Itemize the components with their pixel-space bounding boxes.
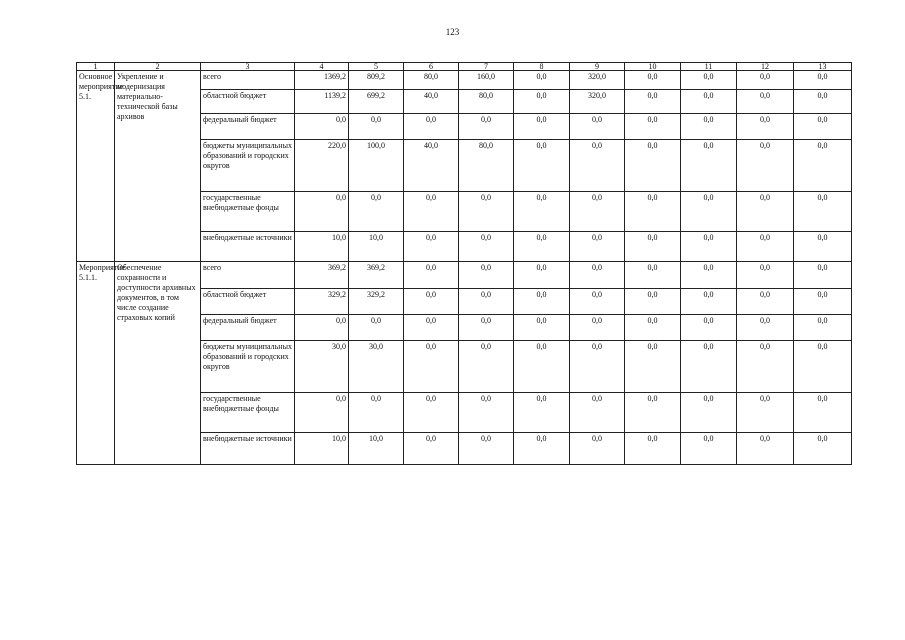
- value-cell: 0,0: [349, 315, 404, 341]
- value-cell: 329,2: [349, 289, 404, 315]
- value-cell: 0,0: [459, 289, 514, 315]
- value-cell: 0,0: [570, 341, 625, 393]
- value-cell: 0,0: [794, 140, 852, 192]
- value-cell: 0,0: [625, 262, 681, 289]
- value-cell: 0,0: [625, 232, 681, 262]
- value-cell: 0,0: [459, 393, 514, 433]
- value-cell: 0,0: [404, 315, 459, 341]
- value-cell: 0,0: [570, 262, 625, 289]
- measure-code: Мероприятие 5.1.1.: [77, 262, 115, 465]
- value-cell: 0,0: [681, 192, 737, 232]
- value-cell: 0,0: [514, 192, 570, 232]
- header-cell: 1: [77, 63, 115, 71]
- header-cell: 8: [514, 63, 570, 71]
- value-cell: 0,0: [794, 232, 852, 262]
- value-cell: 0,0: [737, 433, 794, 465]
- funding-source: внебюджетные источники: [201, 433, 295, 465]
- value-cell: 0,0: [514, 232, 570, 262]
- value-cell: 699,2: [349, 90, 404, 114]
- value-cell: 0,0: [625, 192, 681, 232]
- value-cell: 0,0: [459, 114, 514, 140]
- value-cell: 0,0: [625, 90, 681, 114]
- value-cell: 10,0: [349, 232, 404, 262]
- value-cell: 0,0: [349, 114, 404, 140]
- funding-source: внебюджетные источники: [201, 232, 295, 262]
- value-cell: 320,0: [570, 90, 625, 114]
- value-cell: 0,0: [295, 192, 349, 232]
- value-cell: 0,0: [570, 232, 625, 262]
- value-cell: 0,0: [570, 315, 625, 341]
- value-cell: 0,0: [794, 192, 852, 232]
- value-cell: 10,0: [349, 433, 404, 465]
- value-cell: 0,0: [681, 262, 737, 289]
- value-cell: 80,0: [459, 140, 514, 192]
- table-row: [77, 71, 852, 90]
- value-cell: 10,0: [295, 232, 349, 262]
- value-cell: 0,0: [514, 433, 570, 465]
- table-row: [77, 262, 852, 289]
- value-cell: 0,0: [681, 393, 737, 433]
- value-cell: 0,0: [404, 232, 459, 262]
- value-cell: 0,0: [404, 289, 459, 315]
- value-cell: 0,0: [404, 262, 459, 289]
- value-cell: 0,0: [794, 71, 852, 90]
- value-cell: 0,0: [404, 341, 459, 393]
- page-number: 123: [445, 27, 460, 37]
- value-cell: 0,0: [570, 433, 625, 465]
- value-cell: 160,0: [459, 71, 514, 90]
- value-cell: 0,0: [570, 192, 625, 232]
- funding-source: государственные внебюджетные фонды: [201, 192, 295, 232]
- value-cell: 10,0: [295, 433, 349, 465]
- value-cell: 0,0: [404, 433, 459, 465]
- value-cell: 0,0: [404, 192, 459, 232]
- value-cell: 80,0: [404, 71, 459, 90]
- value-cell: 40,0: [404, 140, 459, 192]
- value-cell: 30,0: [349, 341, 404, 393]
- value-cell: 30,0: [295, 341, 349, 393]
- value-cell: 0,0: [625, 289, 681, 315]
- header-cell: 13: [794, 63, 852, 71]
- header-cell: 9: [570, 63, 625, 71]
- value-cell: 0,0: [794, 90, 852, 114]
- header-cell: 10: [625, 63, 681, 71]
- value-cell: 0,0: [681, 71, 737, 90]
- budget-table: [76, 62, 852, 465]
- value-cell: 0,0: [514, 315, 570, 341]
- value-cell: 0,0: [514, 114, 570, 140]
- measure-code: Основное мероприятие 5.1.: [77, 71, 115, 262]
- value-cell: 0,0: [514, 140, 570, 192]
- value-cell: 0,0: [459, 192, 514, 232]
- value-cell: 0,0: [737, 90, 794, 114]
- funding-source: областной бюджет: [201, 90, 295, 114]
- funding-source: всего: [201, 262, 295, 289]
- funding-source: федеральный бюджет: [201, 114, 295, 140]
- measure-title: Укрепление и модернизация материально-технической базы архивов: [115, 71, 201, 262]
- header-row: [77, 63, 852, 71]
- value-cell: 0,0: [681, 315, 737, 341]
- measure-title: Обеспечение сохранности и доступности архивных документов, в том числе создание страховых копий: [115, 262, 201, 465]
- value-cell: 0,0: [514, 90, 570, 114]
- value-cell: 329,2: [295, 289, 349, 315]
- value-cell: 0,0: [681, 289, 737, 315]
- value-cell: 0,0: [681, 232, 737, 262]
- value-cell: 0,0: [459, 232, 514, 262]
- value-cell: 0,0: [295, 393, 349, 433]
- value-cell: 0,0: [737, 315, 794, 341]
- value-cell: 0,0: [737, 393, 794, 433]
- header-cell: 4: [295, 63, 349, 71]
- value-cell: 0,0: [404, 114, 459, 140]
- value-cell: 220,0: [295, 140, 349, 192]
- value-cell: 0,0: [459, 341, 514, 393]
- value-cell: 0,0: [570, 114, 625, 140]
- value-cell: 0,0: [459, 433, 514, 465]
- funding-source: государственные внебюджетные фонды: [201, 393, 295, 433]
- value-cell: 0,0: [681, 433, 737, 465]
- value-cell: 0,0: [625, 393, 681, 433]
- value-cell: 0,0: [794, 393, 852, 433]
- value-cell: 0,0: [737, 192, 794, 232]
- value-cell: 1369,2: [295, 71, 349, 90]
- value-cell: 0,0: [349, 192, 404, 232]
- value-cell: 0,0: [514, 289, 570, 315]
- value-cell: 0,0: [570, 289, 625, 315]
- value-cell: 0,0: [625, 433, 681, 465]
- value-cell: 320,0: [570, 71, 625, 90]
- value-cell: 0,0: [404, 393, 459, 433]
- value-cell: 0,0: [295, 315, 349, 341]
- value-cell: 0,0: [737, 289, 794, 315]
- header-cell: 11: [681, 63, 737, 71]
- value-cell: 0,0: [737, 341, 794, 393]
- value-cell: 0,0: [681, 114, 737, 140]
- value-cell: 0,0: [794, 114, 852, 140]
- value-cell: 0,0: [794, 433, 852, 465]
- value-cell: 369,2: [349, 262, 404, 289]
- header-cell: 5: [349, 63, 404, 71]
- value-cell: 80,0: [459, 90, 514, 114]
- value-cell: 0,0: [625, 140, 681, 192]
- value-cell: 0,0: [794, 341, 852, 393]
- funding-source: бюджеты муниципальных образований и городских округов: [201, 341, 295, 393]
- value-cell: 0,0: [794, 262, 852, 289]
- header-cell: 2: [115, 63, 201, 71]
- value-cell: 0,0: [514, 341, 570, 393]
- value-cell: 0,0: [349, 393, 404, 433]
- value-cell: 0,0: [737, 71, 794, 90]
- value-cell: 0,0: [459, 262, 514, 289]
- header-cell: 3: [201, 63, 295, 71]
- value-cell: 0,0: [295, 114, 349, 140]
- value-cell: 809,2: [349, 71, 404, 90]
- value-cell: 100,0: [349, 140, 404, 192]
- value-cell: 0,0: [514, 393, 570, 433]
- value-cell: 0,0: [514, 262, 570, 289]
- value-cell: 1139,2: [295, 90, 349, 114]
- value-cell: 0,0: [459, 315, 514, 341]
- value-cell: 0,0: [570, 140, 625, 192]
- value-cell: 40,0: [404, 90, 459, 114]
- value-cell: 0,0: [514, 71, 570, 90]
- header-cell: 7: [459, 63, 514, 71]
- value-cell: 0,0: [737, 140, 794, 192]
- value-cell: 0,0: [681, 90, 737, 114]
- value-cell: 0,0: [794, 315, 852, 341]
- table-body: [77, 71, 852, 465]
- header-cell: 12: [737, 63, 794, 71]
- value-cell: 0,0: [681, 140, 737, 192]
- value-cell: 369,2: [295, 262, 349, 289]
- funding-source: бюджеты муниципальных образований и городских округов: [201, 140, 295, 192]
- header-cell: 6: [404, 63, 459, 71]
- funding-source: федеральный бюджет: [201, 315, 295, 341]
- value-cell: 0,0: [570, 393, 625, 433]
- value-cell: 0,0: [737, 262, 794, 289]
- value-cell: 0,0: [681, 341, 737, 393]
- value-cell: 0,0: [625, 341, 681, 393]
- value-cell: 0,0: [625, 114, 681, 140]
- value-cell: 0,0: [625, 71, 681, 90]
- value-cell: 0,0: [737, 232, 794, 262]
- funding-source: областной бюджет: [201, 289, 295, 315]
- value-cell: 0,0: [794, 289, 852, 315]
- value-cell: 0,0: [737, 114, 794, 140]
- funding-source: всего: [201, 71, 295, 90]
- value-cell: 0,0: [625, 315, 681, 341]
